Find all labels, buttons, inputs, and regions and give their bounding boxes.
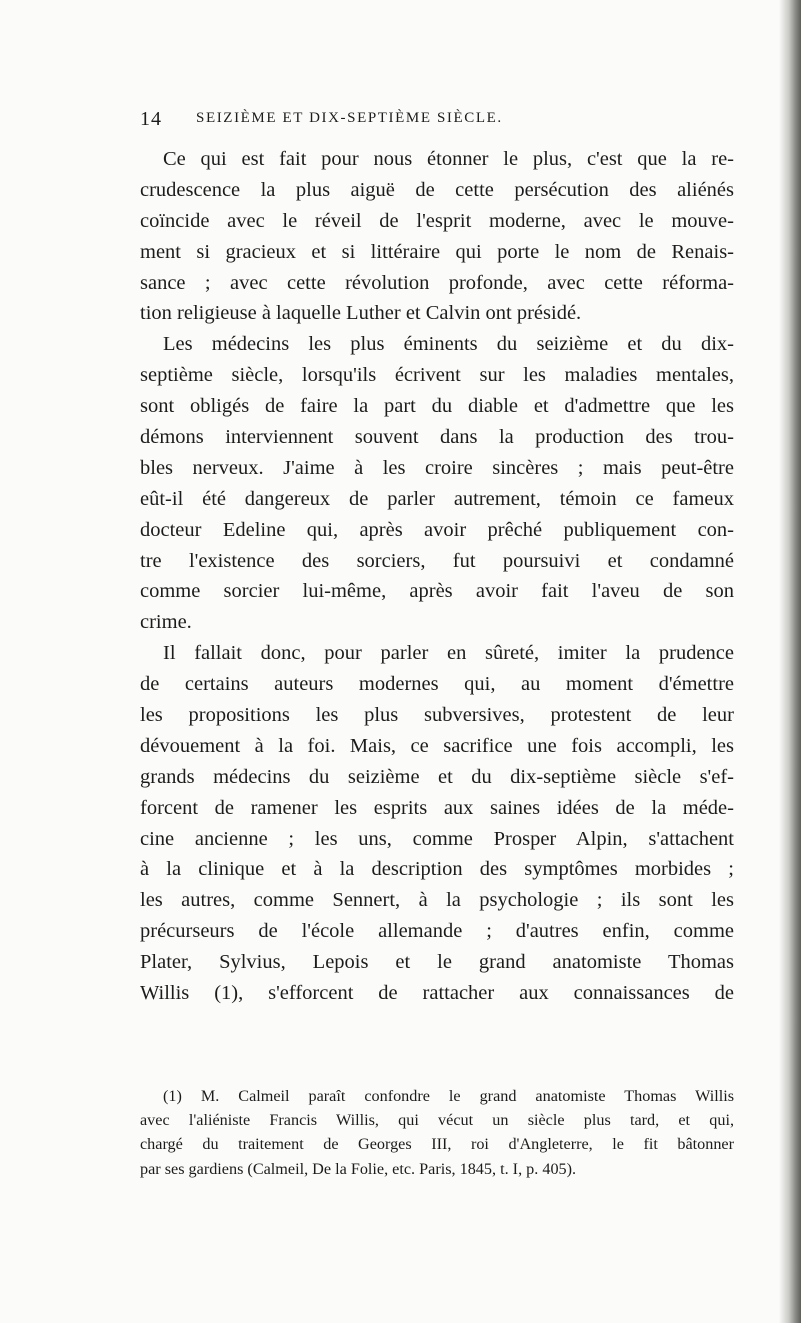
body-line: bles nerveux. J'aime à les croire sincères ; mais peut-être [140, 456, 734, 479]
page-edge-shadow [779, 0, 801, 1323]
body-line: les autres, comme Sennert, à la psychologie ; ils sont les [140, 889, 734, 912]
body-line: Plater, Sylvius, Lepois et le grand anatomiste Thomas [140, 951, 734, 974]
body-line: coïncide avec le réveil de l'esprit moderne, avec le mouve- [140, 209, 734, 232]
body-line: forcent de ramener les esprits aux saines idées de la méde- [140, 796, 734, 819]
body-line: sont obligés de faire la part du diable et d'admettre que les [140, 395, 734, 418]
body-line: docteur Edeline qui, après avoir prêché publiquement con- [140, 518, 734, 541]
body-line: grands médecins du seizième et du dix-septième siècle s'ef- [140, 765, 734, 788]
body-line: Les médecins les plus éminents du seizième et du dix- [163, 333, 734, 356]
body-line: démons interviennent souvent dans la production des trou- [140, 426, 734, 449]
body-line: les propositions les plus subversives, protestent de leur [140, 704, 734, 727]
body-line: septième siècle, lorsqu'ils écrivent sur les maladies mentales, [140, 364, 734, 387]
body-line: cine ancienne ; les uns, comme Prosper Alpin, s'attachent [140, 827, 734, 850]
running-head-title: SEIZIÈME ET DIX-SEPTIÈME SIÈCLE. [196, 110, 503, 126]
body-line: Willis (1), s'efforcent de rattacher aux connaissances de [140, 982, 734, 1005]
body-line: précurseurs de l'école allemande ; d'autres enfin, comme [140, 920, 734, 943]
footnote [140, 1084, 734, 1181]
body-text [140, 144, 734, 1009]
body-line: crime. [140, 611, 192, 634]
body-line: eût-il été dangereux de parler autrement, témoin ce fameux [140, 487, 734, 510]
running-head [140, 108, 760, 138]
footnote-line: chargé du traitement de Georges III, roi d'Angleterre, le fit bâtonner [140, 1135, 734, 1154]
body-line: dévouement à la foi. Mais, ce sacrifice une fois accompli, les [140, 734, 734, 757]
body-line: tre l'existence des sorciers, fut poursuivi et condamné [140, 549, 734, 572]
body-line: comme sorcier lui-même, après avoir fait l'aveu de son [140, 580, 734, 603]
body-line: ment si gracieux et si littéraire qui porte le nom de Renais- [140, 240, 734, 263]
body-line: de certains auteurs modernes qui, au moment d'émettre [140, 673, 734, 696]
body-line: Il fallait donc, pour parler en sûreté, imiter la prudence [163, 642, 734, 665]
footnote-line: avec l'aliéniste Francis Willis, qui vécut un siècle plus tard, et qui, [140, 1111, 734, 1130]
page-number: 14 [140, 108, 162, 130]
footnote-line: par ses gardiens (Calmeil, De la Folie, etc. Paris, 1845, t. I, p. 405). [140, 1159, 577, 1178]
body-line: sance ; avec cette révolution profonde, avec cette réforma- [140, 271, 734, 294]
body-line: Ce qui est fait pour nous étonner le plus, c'est que la re- [163, 148, 734, 170]
body-line: tion religieuse à laquelle Luther et Calvin ont présidé. [140, 302, 582, 325]
footnote-line: (1) M. Calmeil paraît confondre le grand anatomiste Thomas Willis [163, 1087, 734, 1105]
body-line: à la clinique et à la description des symptômes morbides ; [140, 858, 734, 881]
body-line: crudescence la plus aiguë de cette persécution des aliénés [140, 178, 734, 201]
